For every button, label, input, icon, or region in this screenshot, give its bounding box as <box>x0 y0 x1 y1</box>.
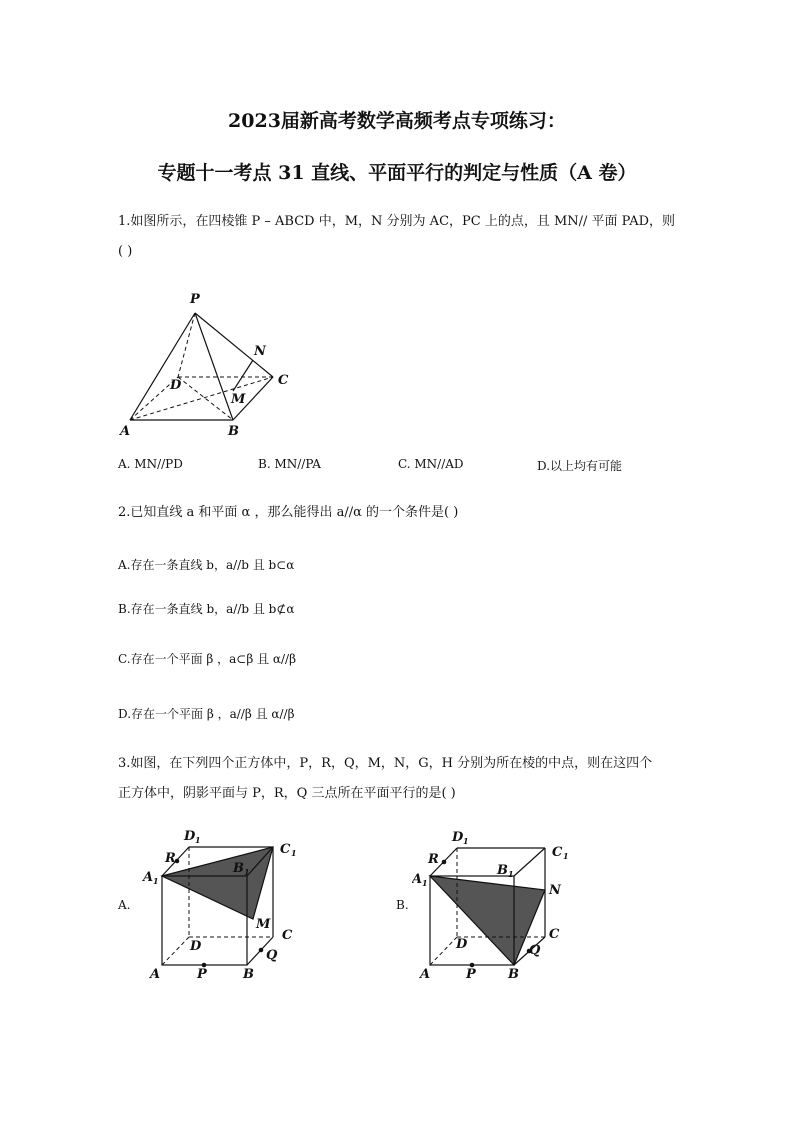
label-N: N <box>549 883 561 898</box>
label-C1: C <box>280 842 291 857</box>
label-M: M <box>231 392 246 407</box>
cube-figure-a <box>140 826 305 986</box>
label-B: B <box>508 967 519 982</box>
sub-C1: 1 <box>291 848 297 858</box>
label-P: P <box>197 967 207 982</box>
sub-A1: 1 <box>422 878 428 888</box>
page-title: 2023届新高考数学高频考点专项练习： <box>228 110 566 132</box>
question-2-text: 2.已知直线 a 和平面 α ，那么能得出 a//α 的一个条件是( ) <box>118 505 459 520</box>
sub-C1: 1 <box>563 851 569 861</box>
sub-B1: 1 <box>244 867 250 877</box>
label-B1: B <box>233 861 244 876</box>
q2-option-d: D.存在一个平面 β ，a//β 且 α//β <box>118 707 295 721</box>
label-M: M <box>256 917 271 932</box>
label-B: B <box>243 967 254 982</box>
pyramid-figure <box>110 285 310 440</box>
label-A: A <box>420 967 431 982</box>
q1-option-b: B. MN//PA <box>258 457 321 471</box>
label-D1: D <box>452 830 464 845</box>
sub-D1: 1 <box>463 836 469 846</box>
label-D1: D <box>184 829 196 844</box>
label-C1: C <box>552 845 563 860</box>
label-A1: A <box>143 870 154 885</box>
q2-option-b: B.存在一条直线 b，a//b 且 b⊄α <box>118 602 295 616</box>
label-R: R <box>165 851 176 866</box>
label-C: C <box>278 373 289 388</box>
sub-D1: 1 <box>195 835 201 845</box>
label-Q: Q <box>529 943 541 958</box>
q1-option-c: C. MN//AD <box>398 457 464 471</box>
label-D: D <box>190 939 202 954</box>
label-A: A <box>120 424 131 439</box>
figure-a-letter: A. <box>118 898 131 912</box>
label-A: A <box>150 967 161 982</box>
label-B: B <box>228 424 239 439</box>
question-3-text: 3.如图，在下列四个正方体中，P，R，Q，M，N，G，H 分别为所在棱的中点，则在这四个 <box>118 756 653 771</box>
figure-b-letter: B. <box>396 898 409 912</box>
q1-option-d: D.以上均有可能 <box>537 459 623 473</box>
label-R: R <box>428 852 439 867</box>
question-1-text: 1.如图所示，在四棱锥 P – ABCD 中，M，N 分别为 AC，PC 上的点，且 MN// 平面 PAD，则 <box>118 214 676 229</box>
q1-option-a: A. MN//PD <box>118 457 183 471</box>
label-A1: A <box>412 872 423 887</box>
sub-A1: 1 <box>153 876 159 886</box>
label-C: C <box>282 928 293 943</box>
label-B1: B <box>497 863 508 878</box>
page-subtitle: 专题十一考点 31 直线、平面平行的判定与性质（A 卷） <box>157 162 637 184</box>
label-D: D <box>456 937 468 952</box>
label-N: N <box>254 344 266 359</box>
label-Q: Q <box>266 948 278 963</box>
label-P: P <box>466 967 476 982</box>
sub-B1: 1 <box>508 869 514 879</box>
label-D: D <box>170 378 182 393</box>
cube-figure-b <box>412 826 582 986</box>
label-C: C <box>549 927 560 942</box>
label-P: P <box>190 292 200 307</box>
q2-option-c: C.存在一个平面 β ，a⊂β 且 α//β <box>118 652 297 666</box>
question-3-text-2: 正方体中，阴影平面与 P，R，Q 三点所在平面平行的是( ) <box>118 786 456 801</box>
question-1-bracket: ( ) <box>118 244 133 259</box>
q2-option-a: A.存在一条直线 b，a//b 且 b⊂α <box>118 558 295 572</box>
